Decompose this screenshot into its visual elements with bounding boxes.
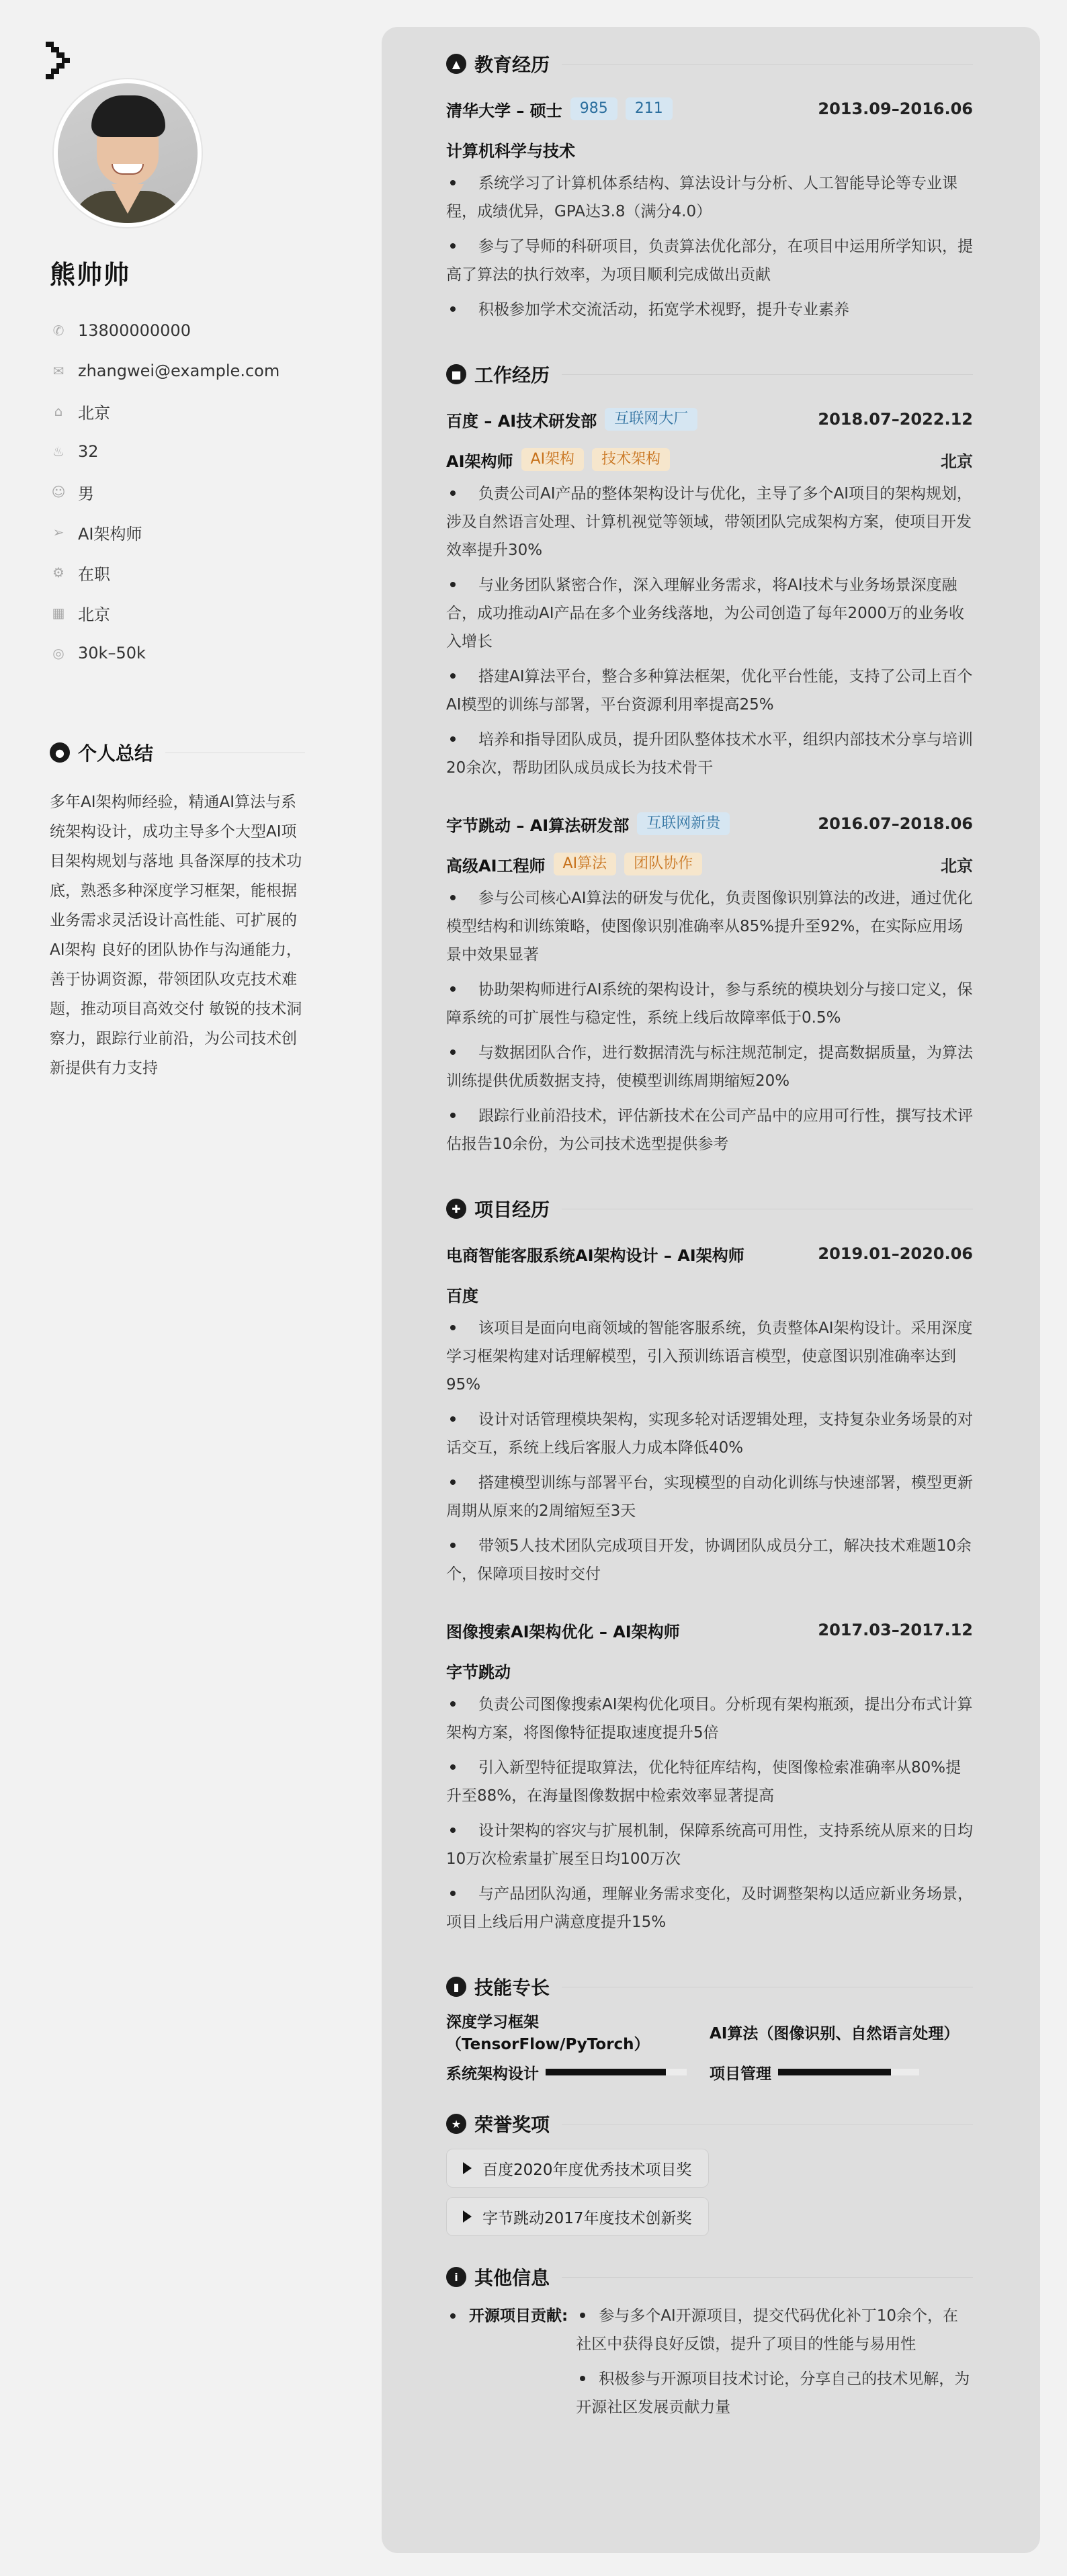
section-title: 技能专长 — [474, 1977, 550, 1999]
job-row — [446, 399, 973, 439]
project-org: 百度 — [446, 1286, 478, 1305]
gender-icon: ☺ — [51, 484, 66, 500]
salary-icon: ◎ — [52, 645, 65, 661]
section-heading — [446, 1970, 973, 2004]
other-label: 开源项目贡献: — [446, 2302, 568, 2434]
info-phone — [50, 310, 280, 351]
list-item: 参与了导师的科研项目，负责算法优化部分，在项目中运用所学知识，提高了算法的执行效率，为项目顺利完成做出贡献 — [446, 238, 973, 284]
logo-icon — [44, 40, 71, 81]
date-range: 2016.07–2018.06 — [818, 814, 973, 833]
sidebar — [0, 0, 349, 2576]
chart-icon: ▮ — [446, 1977, 466, 1997]
status-icon: ⚙ — [52, 564, 65, 581]
list-item: 设计对话管理模块架构，实现多轮对话逻辑处理，支持复杂业务场景的对话交互，系统上线后客服人力成本降低40% — [446, 1411, 973, 1457]
cake-icon: ♨ — [52, 443, 65, 460]
role-name: AI架构师 — [446, 452, 513, 471]
list-item: 搭建模型训练与部署平台，实现模型的自动化训练与快速部署，模型更新周期从原来的2周缩短至3天 — [446, 1474, 973, 1520]
list-item: 跟踪行业前沿技术，评估新技术在公司产品中的应用可行性，撰写技术评估报告10余份，为公司技术选型提供参考 — [446, 1107, 973, 1153]
section-title: 项目经历 — [474, 1199, 550, 1221]
skill-item — [446, 2061, 710, 2084]
summary-text: 多年AI架构师经验，精通AI算法与系统架构设计，成功主导多个大型AI项目架构规划与落地 具备深厚的技术功底，熟悉多种深度学习框架，能根据业务需求灵活设计高性能、可扩展的AI架构 良好的团队协作与沟通能力，善于协调资源，带领团队攻克技术难题，推动项目高效交付 敏锐的技术洞察力，跟踪行业前沿，为公司技术创新提供有力支持 — [50, 793, 302, 1077]
skill-item — [710, 2021, 973, 2043]
list-item: 培养和指导团队成员，提升团队整体技术水平，组织内部技术分享与培训20余次，帮助团队成员成长为技术骨干 — [446, 731, 973, 777]
avatar-hair — [91, 95, 165, 137]
project-row — [446, 1610, 973, 1650]
bullet-list — [446, 884, 973, 1158]
list-item: 积极参与开源项目技术讨论，分享自己的技术见解，为开源社区发展贡献力量 — [576, 2370, 970, 2416]
list-item: 参与多个AI开源项目，提交代码优化补丁10余个，在社区中获得良好反馈，提升了项目的性能与易用性 — [576, 2307, 958, 2353]
role-tag: AI架构 — [521, 448, 585, 471]
role-tag: AI算法 — [554, 853, 617, 875]
list-item: 负责公司AI产品的整体架构设计与优化，主导了多个AI项目的架构规划，涉及自然语言处理、计算机视觉等领域，带领团队完成架构方案，使项目开发效率提升30% — [446, 485, 973, 559]
award-item[interactable]: 字节跳动2017年度技术创新奖 — [446, 2197, 709, 2236]
education-row — [446, 89, 973, 129]
bullet-list — [446, 1690, 973, 1936]
education-section — [446, 47, 973, 324]
section-title: 教育经历 — [474, 54, 550, 76]
skill-name: 项目管理 — [710, 2065, 771, 2083]
job-city: 北京 — [941, 452, 973, 471]
grid-icon: ✚ — [446, 1199, 466, 1219]
skill-bar-fill — [546, 2069, 666, 2075]
award-item[interactable]: 百度2020年度优秀技术项目奖 — [446, 2149, 709, 2188]
project-org: 字节跳动 — [446, 1662, 511, 1682]
list-item: 积极参加学术交流活动，拓宽学术视野，提升专业素养 — [446, 296, 973, 324]
section-heading — [446, 47, 973, 81]
bullet-list — [446, 169, 973, 324]
other-item — [446, 2302, 973, 2434]
list-item: 与业务团队紧密合作，深入理解业务需求，将AI技术与业务场景深度融合，成功推动AI产品在多个业务线落地，为公司创造了每年2000万的业务收入增长 — [446, 576, 965, 650]
info-gender — [50, 472, 280, 512]
section-heading — [446, 2107, 973, 2141]
info-text: 北京 — [78, 403, 110, 423]
info-text: 在职 — [78, 564, 110, 584]
date-range: 2013.09–2016.06 — [818, 99, 973, 118]
info-status — [50, 552, 280, 593]
info-email — [50, 351, 280, 391]
section-heading — [446, 2260, 973, 2294]
trophy-icon: ★ — [446, 2114, 466, 2134]
role-row — [446, 844, 973, 884]
skills-section — [446, 1970, 973, 2092]
company-tag: 互联网新贵 — [637, 812, 730, 835]
building-icon: ▦ — [52, 605, 65, 621]
skill-bar-fill — [778, 2069, 891, 2075]
role-tag: 团队协作 — [624, 853, 702, 875]
date-range: 2017.03–2017.12 — [818, 1621, 973, 1639]
skill-bar — [546, 2069, 687, 2075]
skill-row — [446, 2052, 973, 2092]
avatar-photo — [58, 83, 198, 223]
info-text: 男 — [78, 484, 94, 503]
project-name: 图像搜索AI架构优化 – AI架构师 — [446, 1622, 680, 1641]
company-name: 百度 – AI技术研发部 — [446, 411, 597, 431]
date-range: 2018.07–2022.12 — [818, 410, 973, 429]
bullet-list — [446, 1314, 973, 1588]
send-icon: ➢ — [52, 524, 65, 540]
info-target-city — [50, 593, 280, 633]
info-text: 32 — [78, 442, 99, 461]
list-item: 带领5人技术团队完成项目开发，协调团队成员分工，解决技术难题10余个，保障项目按时交付 — [446, 1537, 972, 1583]
graduation-cap-icon: ▲ — [446, 54, 466, 74]
section-heading — [446, 357, 973, 391]
info-age — [50, 431, 280, 472]
info-home — [50, 391, 280, 431]
section-title: 其他信息 — [474, 2267, 550, 2289]
school-tag: 211 — [626, 97, 673, 120]
list-item: 与数据团队合作，进行数据清洗与标注规范制定，提高数据质量，为算法训练提供优质数据支持，使模型训练周期缩短20% — [446, 1044, 973, 1090]
info-text: 30k–50k — [78, 644, 146, 662]
user-icon: ● — [50, 742, 70, 763]
role-name: 高级AI工程师 — [446, 856, 546, 875]
list-item: 该项目是面向电商领域的智能客服系统，负责整体AI架构设计。采用深度学习框架构建对话理解模型，引入预训练语言模型，使意图识别准确率达到95% — [446, 1320, 973, 1393]
school-tag: 985 — [570, 97, 617, 120]
play-icon — [463, 2162, 472, 2174]
divider — [562, 2277, 973, 2278]
home-icon: ⌂ — [54, 403, 63, 419]
avatar — [54, 79, 202, 227]
list-item: 与产品团队沟通，理解业务需求变化，及时调整架构以适应新业务场景，项目上线后用户满意度提升15% — [446, 1885, 973, 1931]
list-item: 搭建AI算法平台，整合多种算法框架，优化平台性能，支持了公司上百个AI模型的训练与部署，平台资源利用率提高25% — [446, 668, 973, 714]
skill-item — [446, 2010, 710, 2054]
company-tag: 互联网大厂 — [605, 408, 697, 431]
mail-icon: ✉ — [52, 363, 65, 379]
project-row — [446, 1234, 973, 1274]
list-item: 系统学习了计算机体系结构、算法设计与分析、人工智能导论等专业课程，成绩优异，GPA达3.8（满分4.0） — [446, 175, 957, 220]
resume-main — [382, 27, 1040, 2553]
section-title: 工作经历 — [474, 364, 550, 386]
divider — [562, 374, 973, 375]
profile-name: 熊帅帅 — [50, 260, 131, 290]
list-item: 设计架构的容灾与扩展机制，保障系统高可用性，支持系统从原来的日均10万次检索量扩展至日均100万次 — [446, 1822, 973, 1868]
skill-name: 深度学习框架（TensorFlow/PyTorch） — [446, 2014, 650, 2053]
info-text: zhangwei@example.com — [78, 361, 280, 380]
skill-name: 系统架构设计 — [446, 2065, 539, 2083]
list-item: 引入新型特征提取算法，优化特征库结构，使图像检索准确率从80%提升至88%，在海量图像数据中检索效率显著提高 — [446, 1759, 962, 1805]
briefcase-icon: ■ — [446, 364, 466, 384]
bullet-list — [576, 2302, 973, 2428]
profile-info-list — [50, 310, 280, 673]
company-name: 字节跳动 – AI算法研发部 — [446, 816, 630, 835]
school-name: 清华大学 – 硕士 — [446, 101, 562, 120]
list-item: 协助架构师进行AI系统的架构设计，参与系统的模块划分与接口定义，保障系统的可扩展性与稳定性，系统上线后故障率低于0.5% — [446, 981, 973, 1027]
major: 计算机科学与技术 — [446, 141, 575, 161]
skill-bar — [778, 2069, 919, 2075]
skill-name: AI算法（图像识别、自然语言处理） — [710, 2024, 959, 2043]
other-section — [446, 2260, 973, 2434]
info-text: AI架构师 — [78, 524, 142, 544]
role-tag: 技术架构 — [592, 448, 670, 471]
divider — [562, 64, 973, 65]
list-item: 负责公司图像搜索AI架构优化项目。分析现有架构瓶颈，提出分布式计算架构方案，将图像特征提取速度提升5倍 — [446, 1696, 973, 1742]
date-range: 2019.01–2020.06 — [818, 1244, 973, 1263]
job-city: 北京 — [941, 856, 973, 875]
info-salary — [50, 633, 280, 673]
skill-row — [446, 2012, 973, 2052]
section-title: 荣誉奖项 — [474, 2114, 550, 2136]
info-text: 13800000000 — [78, 321, 191, 340]
work-section — [446, 357, 973, 1158]
bullet-list — [446, 480, 973, 782]
awards-section — [446, 2107, 973, 2245]
projects-section — [446, 1192, 973, 1936]
section-heading — [446, 1192, 973, 1226]
info-icon: i — [446, 2267, 466, 2287]
summary-title: 个人总结 — [78, 742, 154, 765]
info-position — [50, 512, 280, 552]
job-row — [446, 804, 973, 844]
phone-icon: ✆ — [52, 323, 65, 339]
skill-item — [710, 2061, 973, 2084]
info-text: 北京 — [78, 605, 110, 624]
role-row — [446, 439, 973, 480]
project-name: 电商智能客服系统AI架构设计 – AI架构师 — [446, 1246, 744, 1265]
list-item: 参与公司核心AI算法的研发与优化，负责图像识别算法的改进，通过优化模型结构和训练策略，使图像识别准确率从85%提升至92%，在实际应用场景中效果显著 — [446, 890, 973, 963]
play-icon — [463, 2210, 472, 2223]
award-list — [446, 2149, 973, 2245]
summary-heading — [50, 739, 305, 766]
